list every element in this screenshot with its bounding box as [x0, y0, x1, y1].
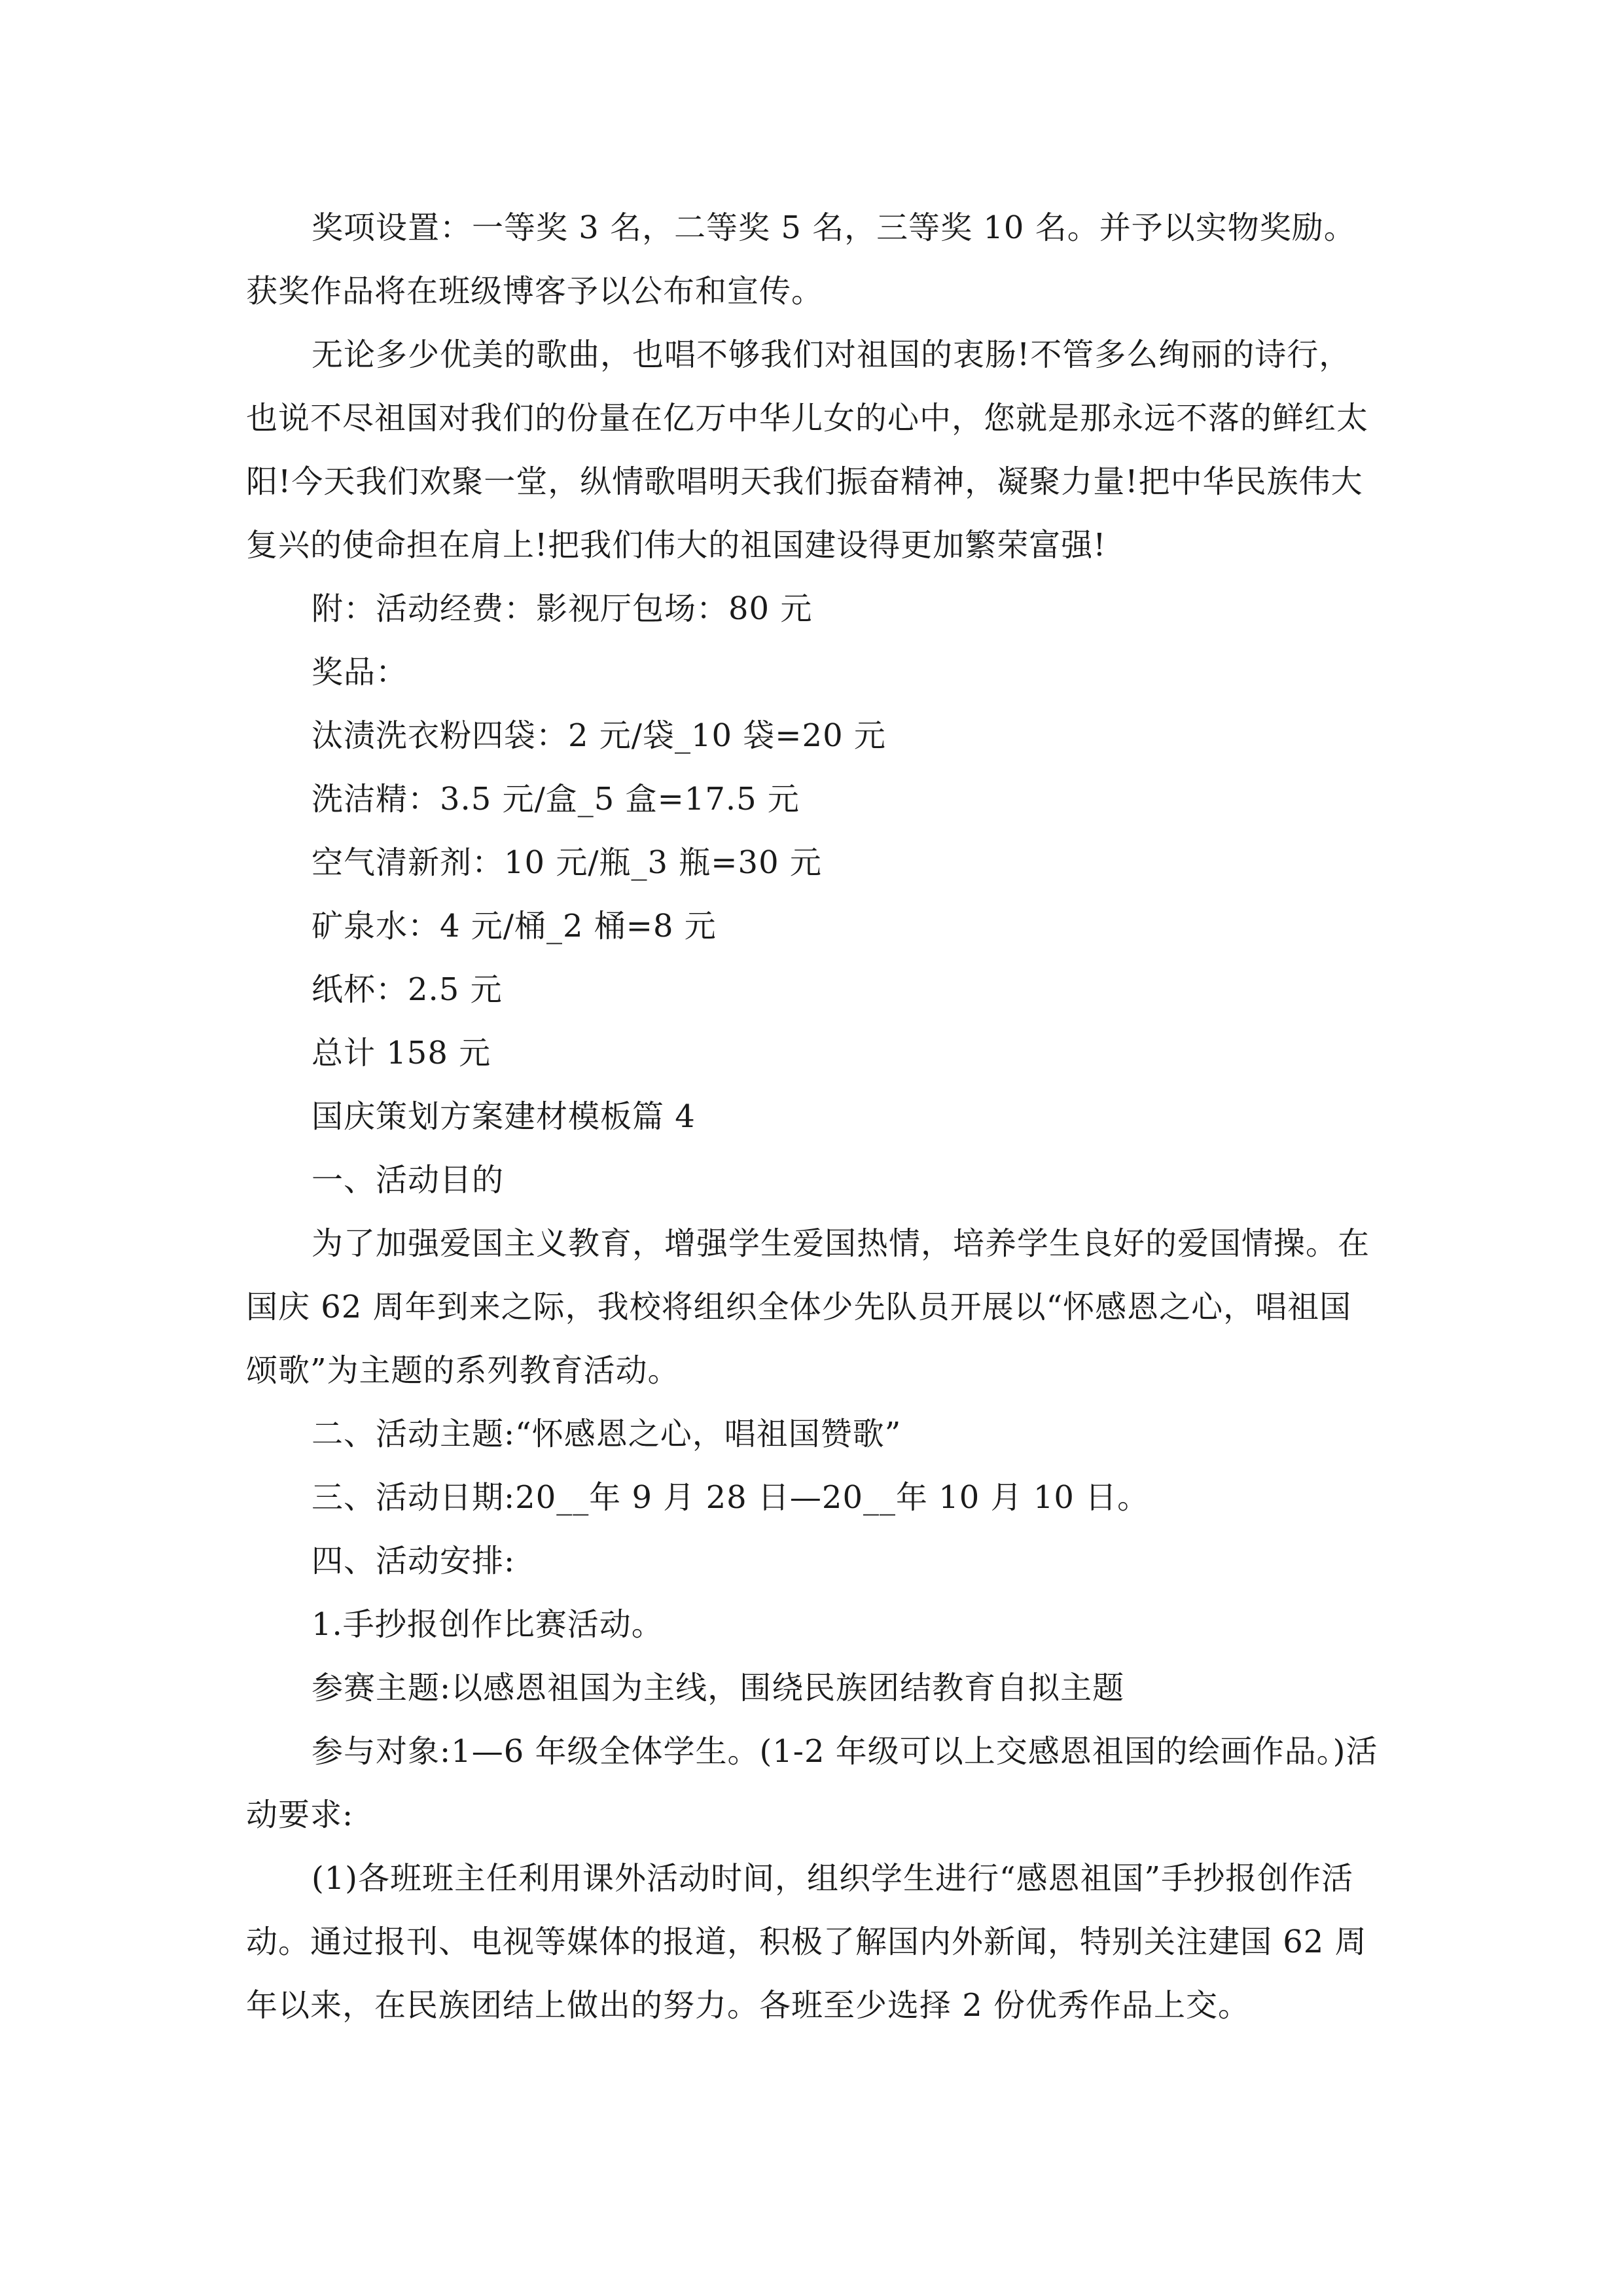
- paragraph-activity-budget: 附：活动经费：影视厅包场：80 元: [312, 590, 813, 627]
- heading-activity-purpose: 一、活动目的: [312, 1162, 505, 1198]
- item-handwritten-newspaper: 1.手抄报创作比赛活动。: [312, 1606, 664, 1643]
- paragraph-participants: 参与对象:1—6 年级全体学生。(1-2 年级可以上交感恩祖国的绘画作品。)活动要求:: [246, 1733, 1378, 1833]
- paragraph-award-settings: 奖项设置：一等奖 3 名，二等奖 5 名，三等奖 10 名。并予以实物奖励。获奖作品将在班级博客予以公布和宣传。: [246, 209, 1356, 310]
- heading-activity-dates: 三、活动日期:20__年 9 月 28 日—20__年 10 月 10 日。: [312, 1479, 1150, 1516]
- paragraph-prize-paper-cups: 纸杯：2.5 元: [312, 971, 503, 1008]
- paragraph-prize-detergent: 汰渍洗衣粉四袋：2 元/袋_10 袋=20 元: [312, 717, 886, 754]
- paragraph-contest-theme: 参赛主题:以感恩祖国为主线，围绕民族团结教育自拟主题: [312, 1670, 1125, 1706]
- paragraph-total: 总计 158 元: [312, 1035, 491, 1071]
- paragraph-requirement-1: (1)各班班主任利用课外活动时间，组织学生进行“感恩祖国”手抄报创作活动。通过报刊、电视等媒体的报道，积极了解国内外新闻，特别关注建国 62 周年以来，在民族团结上做出的努力。各班至少选择 2 份优秀作品上交。: [246, 1860, 1367, 2024]
- heading-activity-theme: 二、活动主题:“怀感恩之心，唱祖国赞歌”: [312, 1416, 902, 1452]
- paragraph-prize-air-freshener: 空气清新剂：10 元/瓶_3 瓶=30 元: [312, 844, 822, 881]
- paragraph-activity-purpose: 为了加强爱国主义教育，增强学生爱国热情，培养学生良好的爱国情操。在国庆 62 周年到来之际，我校将组织全体少先队员开展以“怀感恩之心，唱祖国颂歌”为主题的系列教育活动。: [246, 1225, 1370, 1389]
- section-title: 国庆策划方案建材模板篇 4: [312, 1098, 696, 1135]
- paragraph-prize-dish-soap: 洗洁精：3.5 元/盒_5 盒=17.5 元: [312, 781, 800, 817]
- paragraph-prize-mineral-water: 矿泉水：4 元/桶_2 桶=8 元: [312, 908, 717, 944]
- heading-activity-arrangement: 四、活动安排:: [312, 1543, 516, 1579]
- paragraph-closing-remarks: 无论多少优美的歌曲，也唱不够我们对祖国的衷肠!不管多么绚丽的诗行，也说不尽祖国对我们的份量在亿万中华儿女的心中，您就是那永远不落的鲜红太阳!今天我们欢聚一堂，纵情歌唱明天我们振奋精神，凝聚力量!把中华民族伟大复兴的使命担在肩上!把我们伟大的祖国建设得更加繁荣富强!: [246, 336, 1369, 564]
- document-body: [246, 196, 1378, 2037]
- paragraph-prizes-heading: 奖品：: [312, 654, 408, 691]
